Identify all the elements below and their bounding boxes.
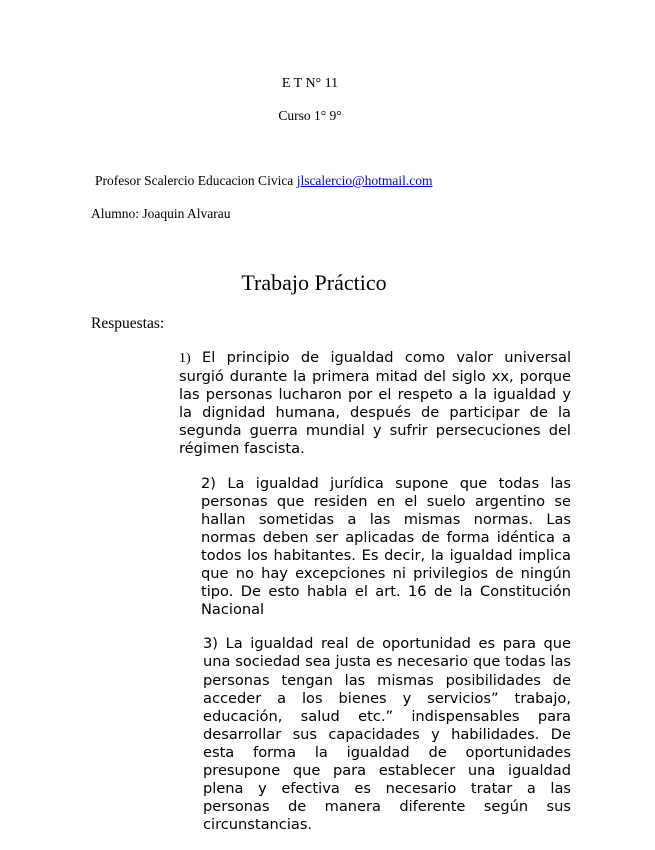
school-name: E T N° 11 bbox=[281, 76, 339, 91]
teacher-line bbox=[95, 173, 432, 189]
teacher-email-link[interactable]: jlscalercio@hotmail.com bbox=[296, 173, 433, 188]
answer-text: La igualdad jurídica supone que todas las personas que residen en el suelo argentino se hallan sometidas a las mismas normas. Las normas deben ser aplicadas de forma idéntica a todos los habitantes. Es decir, la igualdad implica que no hay excepciones ni privilegios de ningún tipo. De esto habla el art. 16 de la Constitución Nacional bbox=[201, 474, 572, 619]
answers-heading: Respuestas: bbox=[91, 315, 165, 332]
answer-number: 1) bbox=[179, 351, 191, 366]
student-name: Alumno: Joaquin Alvarau bbox=[91, 206, 231, 221]
answers-list bbox=[91, 349, 571, 850]
document-title: Trabajo Práctico bbox=[241, 270, 387, 295]
course-label: Curso 1° 9° bbox=[278, 108, 342, 123]
answer-text: La igualdad real de oportunidad es para que una sociedad sea justa es necesario que todas las personas tengan las mismas posibilidades de acceder a los bienes y servicios” trabajo, educación, salud etc.” indispensables para desarrollar sus capacidades y habilidades. De esta forma la igualdad de oportunidades presupone que para establecer una igualdad plena y efectiva es necesario tratar a las personas de manera diferente según sus circunstancias. bbox=[203, 635, 571, 834]
answer-item-2 bbox=[91, 475, 571, 620]
answer-item-1 bbox=[91, 349, 571, 459]
answer-number: 3) bbox=[203, 635, 218, 653]
answer-number: 2) bbox=[201, 474, 216, 492]
teacher-name: Profesor Scalercio Educacion Civica bbox=[95, 173, 294, 188]
answer-item-3 bbox=[91, 635, 571, 834]
answer-text: El principio de igualdad como valor universal surgió durante la primera mitad del siglo xx, porque las personas lucharon por el respeto a la igualdad y la dignidad humana, después de participar de la segunda guerra mundial y sufrir persecuciones del régimen fascista. bbox=[179, 349, 571, 458]
